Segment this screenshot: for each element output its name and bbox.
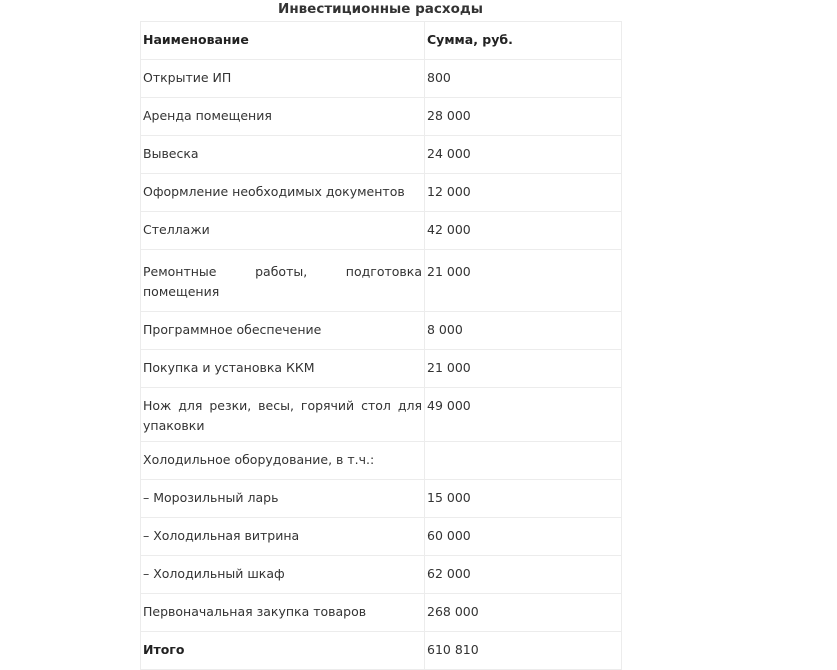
table-row [141, 480, 622, 518]
row-amount: 42 000 [425, 212, 622, 250]
row-name: Ремонтные работы, подготовка помещения [141, 250, 425, 312]
row-amount: 800 [425, 60, 622, 98]
total-label: Итого [141, 632, 425, 670]
total-row [141, 632, 622, 670]
row-name: Холодильное оборудование, в т.ч.: [141, 442, 425, 480]
table-row [141, 136, 622, 174]
row-amount: 8 000 [425, 312, 622, 350]
table-row [141, 388, 622, 442]
table-row [141, 174, 622, 212]
table-header-row [141, 22, 622, 60]
row-amount: 49 000 [425, 388, 622, 442]
row-name: Программное обеспечение [141, 312, 425, 350]
row-name: Нож для резки, весы, горячий стол для упаковки [141, 388, 425, 442]
row-name: – Холодильный шкаф [141, 556, 425, 594]
investment-expenses-table [140, 21, 622, 670]
row-name: Вывеска [141, 136, 425, 174]
row-amount: 28 000 [425, 98, 622, 136]
row-name: Стеллажи [141, 212, 425, 250]
row-name: Первоначальная закупка товаров [141, 594, 425, 632]
row-amount: 12 000 [425, 174, 622, 212]
table-row [141, 98, 622, 136]
column-header-amount: Сумма, руб. [425, 22, 622, 60]
row-amount: 62 000 [425, 556, 622, 594]
total-amount: 610 810 [425, 632, 622, 670]
row-name: Аренда помещения [141, 98, 425, 136]
table-row [141, 518, 622, 556]
column-header-name: Наименование [141, 22, 425, 60]
table-row [141, 212, 622, 250]
table-title: Инвестиционные расходы [278, 1, 483, 17]
table-row [141, 312, 622, 350]
table-row [141, 60, 622, 98]
row-name: Открытие ИП [141, 60, 425, 98]
table-row [141, 350, 622, 388]
table-row [141, 594, 622, 632]
row-amount: 21 000 [425, 350, 622, 388]
row-name: Покупка и установка ККМ [141, 350, 425, 388]
row-name: – Морозильный ларь [141, 480, 425, 518]
row-name: Оформление необходимых документов [141, 174, 425, 212]
row-name: – Холодильная витрина [141, 518, 425, 556]
row-amount: 15 000 [425, 480, 622, 518]
row-amount: 21 000 [425, 250, 622, 312]
row-amount: 24 000 [425, 136, 622, 174]
table-row [141, 442, 622, 480]
row-amount: 268 000 [425, 594, 622, 632]
row-amount: 60 000 [425, 518, 622, 556]
row-amount [425, 442, 622, 480]
table-row [141, 556, 622, 594]
table-row [141, 250, 622, 312]
